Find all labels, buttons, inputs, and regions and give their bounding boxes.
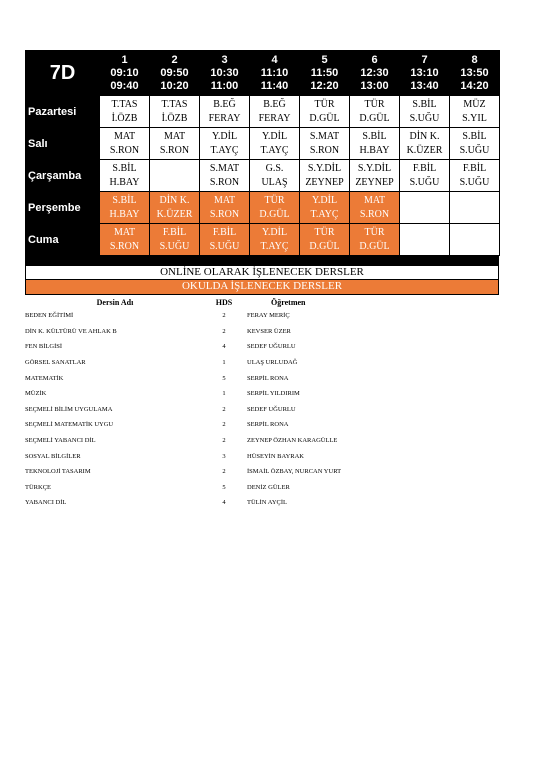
period-end: 13:00: [360, 79, 389, 92]
subject-name: TÜRKÇE: [25, 483, 51, 491]
lesson-subject: TÜR: [314, 98, 335, 110]
lesson-cell: [400, 96, 450, 128]
period-header: [450, 51, 500, 96]
lesson-teacher: S.RON: [209, 208, 240, 220]
lesson-teacher: D.GÜL: [359, 240, 390, 252]
lesson-subject: TÜR: [314, 226, 335, 238]
lesson-cell: [350, 96, 400, 128]
period-header: [200, 51, 250, 96]
subject-hours: 2: [222, 437, 226, 445]
subject-teacher: SEDEF UĞURLU: [247, 405, 296, 413]
lesson-cell: [450, 192, 500, 224]
lesson-teacher: İ.ÖZB: [111, 112, 138, 124]
day-row: [26, 224, 500, 256]
subject-row: [25, 386, 493, 402]
subject-row: [25, 495, 493, 511]
subject-hours: 2: [222, 327, 226, 335]
subject-teacher: SERPİL RONA: [247, 374, 289, 382]
lesson-teacher: T.AYÇ: [260, 240, 289, 252]
subject-teacher: DENİZ GÜLER: [247, 483, 290, 491]
timetable: [25, 50, 500, 256]
period-no: 3: [221, 53, 228, 66]
lesson-cell: [350, 160, 400, 192]
period-no: 7: [421, 53, 428, 66]
lesson-teacher: ULAŞ: [261, 176, 288, 188]
lesson-subject: Y.DİL: [211, 130, 238, 142]
lesson-cell: [200, 96, 250, 128]
lesson-subject: S.MAT: [209, 162, 240, 174]
lesson-subject: S.BİL: [462, 130, 487, 142]
subject-teacher: TÜLİN AYÇİL: [247, 499, 288, 507]
lesson-teacher: S.RON: [109, 240, 140, 252]
period-start: 13:50: [460, 66, 489, 79]
lesson-teacher: H.BAY: [109, 176, 140, 188]
lesson-cell: [200, 224, 250, 256]
subject-name: TEKNOLOJİ TASARIM: [25, 468, 91, 476]
subject-name: BEDEN EĞİTİMİ: [25, 312, 74, 320]
lesson-cell: [300, 192, 350, 224]
lesson-teacher: S.UĞU: [459, 144, 490, 156]
subject-hours: 1: [222, 390, 226, 398]
lesson-cell: [200, 192, 250, 224]
lesson-subject: MÜZ: [463, 98, 486, 110]
lesson-cell: [250, 192, 300, 224]
subject-row: [25, 417, 493, 433]
period-header: [250, 51, 300, 96]
subject-teacher: İSMAİL ÖZBAY, NURCAN YURT: [247, 468, 342, 476]
period-header-row: [26, 51, 500, 96]
lesson-cell: [300, 96, 350, 128]
lesson-teacher: S.RON: [109, 144, 140, 156]
subject-hours: 4: [222, 499, 226, 507]
subject-name: YABANCI DİL: [25, 499, 67, 507]
period-header: [100, 51, 150, 96]
period-end: 13:40: [410, 79, 439, 92]
subject-row: [25, 402, 493, 418]
lesson-subject: TÜR: [364, 98, 385, 110]
lesson-cell: [450, 96, 500, 128]
hours-header: HDS: [215, 298, 233, 307]
subject-row: [25, 480, 493, 496]
period-start: 11:10: [260, 66, 289, 79]
period-no: 4: [271, 53, 278, 66]
lesson-cell: [450, 128, 500, 160]
period-end: 09:40: [110, 79, 139, 92]
subject-name: SEÇMELİ YABANCI DİL: [25, 437, 96, 445]
lesson-subject: S.Y.DİL: [357, 162, 392, 174]
subject-row: [25, 355, 493, 371]
lesson-teacher: S.RON: [209, 176, 240, 188]
lesson-teacher: S.RON: [159, 144, 190, 156]
lesson-teacher: S.UĞU: [409, 112, 440, 124]
lesson-teacher: S.UĞU: [209, 240, 240, 252]
subject-teacher: FERAY MERİÇ: [247, 312, 290, 320]
lesson-cell: [350, 224, 400, 256]
teacher-header: Öğretmen: [271, 298, 306, 307]
lesson-cell: [100, 96, 150, 128]
lesson-subject: MAT: [213, 194, 236, 206]
period-header: [350, 51, 400, 96]
day-name: Perşembe: [26, 192, 100, 224]
lesson-cell: [400, 224, 450, 256]
lesson-cell: [150, 96, 200, 128]
lesson-subject: S.MAT: [309, 130, 340, 142]
lesson-subject: T.TAS: [111, 98, 138, 110]
lesson-cell: [200, 160, 250, 192]
subject-hours: 5: [222, 483, 226, 491]
lesson-cell: [450, 160, 500, 192]
lesson-cell: [250, 160, 300, 192]
lesson-teacher: FERAY: [258, 112, 291, 124]
period-start: 11:50: [310, 66, 339, 79]
timetable-sheet: [25, 50, 499, 511]
lesson-subject: MAT: [113, 226, 136, 238]
lesson-subject: S.BİL: [112, 194, 137, 206]
lesson-subject: G.S.: [265, 162, 284, 174]
lesson-teacher: D.GÜL: [359, 112, 390, 124]
lesson-cell: [250, 224, 300, 256]
lesson-cell: [300, 160, 350, 192]
subject-row: [25, 308, 493, 324]
subject-hours: 2: [222, 312, 226, 320]
period-no: 2: [171, 53, 178, 66]
subject-row: [25, 433, 493, 449]
legend-online: ONLİNE OLARAK İŞLENECEK DERSLER: [25, 265, 499, 280]
subject-name: GÖRSEL SANATLAR: [25, 359, 86, 367]
period-header: [400, 51, 450, 96]
day-row: [26, 192, 500, 224]
subject-hours: 5: [222, 374, 226, 382]
period-header: [300, 51, 350, 96]
lesson-teacher: S.YIL: [462, 112, 487, 124]
lesson-cell: [150, 192, 200, 224]
subject-hours: 4: [222, 343, 226, 351]
subject-row: [25, 464, 493, 480]
lesson-subject: F.BİL: [462, 162, 487, 174]
subject-header: Dersin Adı: [96, 298, 134, 307]
period-no: 6: [371, 53, 378, 66]
lesson-subject: TÜR: [364, 226, 385, 238]
period-end: 10:20: [160, 79, 189, 92]
lesson-cell: [400, 160, 450, 192]
timetable-footer-bar: [25, 256, 499, 265]
subject-hours: 2: [222, 468, 226, 476]
subject-teacher: ULAŞ URLUDAĞ: [247, 359, 298, 367]
lesson-teacher: T.AYÇ: [210, 144, 239, 156]
lesson-cell: [150, 160, 200, 192]
lesson-subject: Y.DİL: [261, 226, 288, 238]
lesson-subject: Y.DİL: [261, 130, 288, 142]
day-name: Pazartesi: [26, 96, 100, 128]
lesson-subject: S.BİL: [362, 130, 387, 142]
lesson-subject: TÜR: [264, 194, 285, 206]
subject-name: DİN K. KÜLTÜRÜ VE AHLAK B: [25, 327, 117, 335]
legend-school: OKULDA İŞLENECEK DERSLER: [25, 280, 499, 295]
lesson-teacher: S.RON: [309, 144, 340, 156]
period-end: 11:00: [210, 79, 239, 92]
lesson-subject: Y.DİL: [311, 194, 338, 206]
lesson-teacher: H.BAY: [359, 144, 390, 156]
period-header: [150, 51, 200, 96]
lesson-teacher: İ.ÖZB: [161, 112, 188, 124]
subject-row: [25, 339, 493, 355]
lesson-teacher: ZEYNEP: [305, 176, 344, 188]
subject-teacher: HÜSEYİN BAYRAK: [247, 452, 305, 460]
subjects-header-row: [25, 297, 493, 308]
lesson-cell: [400, 192, 450, 224]
period-end: 14:20: [460, 79, 489, 92]
lesson-cell: [400, 128, 450, 160]
lesson-cell: [150, 224, 200, 256]
period-start: 12:30: [360, 66, 389, 79]
period-no: 1: [121, 53, 128, 66]
lesson-teacher: K.ÜZER: [406, 144, 443, 156]
period-no: 5: [321, 53, 328, 66]
day-row: [26, 128, 500, 160]
lesson-teacher: D.GÜL: [259, 208, 290, 220]
subject-hours: 2: [222, 421, 226, 429]
lesson-subject: MAT: [363, 194, 386, 206]
period-start: 13:10: [410, 66, 439, 79]
lesson-subject: F.BİL: [212, 226, 237, 238]
lesson-subject: T.TAS: [161, 98, 188, 110]
lesson-subject: DİN K.: [409, 130, 440, 142]
lesson-subject: B.EĞ: [263, 98, 286, 110]
lesson-teacher: FERAY: [208, 112, 241, 124]
lesson-subject: MAT: [113, 130, 136, 142]
lesson-teacher: T.AYÇ: [260, 144, 289, 156]
subject-teacher: KEVSER ÜZER: [247, 327, 291, 335]
lesson-teacher: S.RON: [359, 208, 390, 220]
subject-name: SOSYAL BİLGİLER: [25, 452, 81, 460]
period-end: 11:40: [260, 79, 289, 92]
lesson-cell: [100, 160, 150, 192]
subject-teacher: ZEYNEP ÖZHAN KARAGÜLLE: [247, 437, 338, 445]
day-name: Cuma: [26, 224, 100, 256]
subject-hours: 3: [222, 452, 226, 460]
subject-row: [25, 324, 493, 340]
subject-hours: 2: [222, 405, 226, 413]
lesson-subject: DİN K.: [159, 194, 190, 206]
lesson-cell: [300, 224, 350, 256]
lesson-cell: [100, 224, 150, 256]
period-start: 09:50: [160, 66, 189, 79]
period-start: 10:30: [210, 66, 239, 79]
lesson-subject: F.BİL: [412, 162, 437, 174]
subject-row: [25, 448, 493, 464]
day-row: [26, 96, 500, 128]
day-name: Çarşamba: [26, 160, 100, 192]
subject-teacher: SERPİL RONA: [247, 421, 289, 429]
lesson-cell: [450, 224, 500, 256]
lesson-subject: S.Y.DİL: [307, 162, 342, 174]
subject-name: FEN BİLGİSİ: [25, 343, 63, 351]
period-end: 12:20: [310, 79, 339, 92]
lesson-cell: [250, 96, 300, 128]
subject-name: MÜZİK: [25, 390, 47, 398]
subject-hours: 1: [222, 359, 226, 367]
lesson-teacher: ZEYNEP: [355, 176, 394, 188]
lesson-subject: S.BİL: [412, 98, 437, 110]
lesson-cell: [250, 128, 300, 160]
lesson-teacher: S.UĞU: [159, 240, 190, 252]
lesson-subject: F.BİL: [162, 226, 187, 238]
subject-teacher: SEDEF UĞURLU: [247, 343, 296, 351]
lesson-cell: [100, 128, 150, 160]
class-name: 7D: [26, 51, 100, 96]
lesson-teacher: D.GÜL: [309, 240, 340, 252]
lesson-teacher: S.UĞU: [409, 176, 440, 188]
lesson-subject: B.EĞ: [213, 98, 236, 110]
subject-name: MATEMATİK: [25, 374, 64, 382]
subject-name: SEÇMELİ BİLİM UYGULAMA: [25, 405, 113, 413]
lesson-teacher: S.UĞU: [459, 176, 490, 188]
subject-row: [25, 370, 493, 386]
lesson-teacher: T.AYÇ: [310, 208, 339, 220]
subjects-table: [25, 297, 493, 511]
lesson-cell: [150, 128, 200, 160]
lesson-subject: S.BİL: [112, 162, 137, 174]
lesson-cell: [200, 128, 250, 160]
lesson-cell: [300, 128, 350, 160]
day-name: Salı: [26, 128, 100, 160]
subject-name: SEÇMELİ MATEMATİK UYGU: [25, 421, 114, 429]
subject-teacher: SERPİL YILDIRIM: [247, 390, 300, 398]
lesson-cell: [350, 192, 400, 224]
lesson-subject: MAT: [163, 130, 186, 142]
lesson-teacher: K.ÜZER: [156, 208, 193, 220]
day-row: [26, 160, 500, 192]
period-no: 8: [471, 53, 478, 66]
lesson-teacher: H.BAY: [109, 208, 140, 220]
period-start: 09:10: [110, 66, 139, 79]
lesson-teacher: D.GÜL: [309, 112, 340, 124]
lesson-cell: [100, 192, 150, 224]
lesson-cell: [350, 128, 400, 160]
